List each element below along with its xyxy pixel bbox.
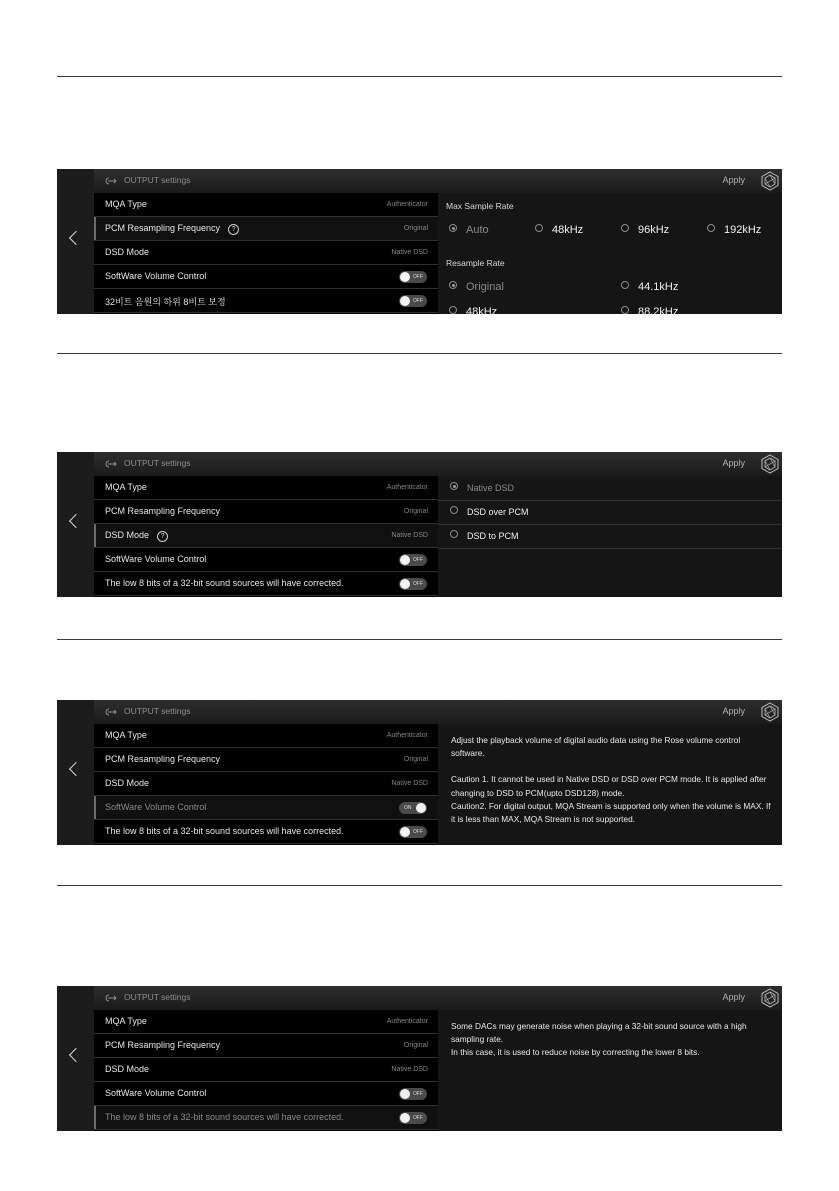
radio-48khz-resample[interactable]: 48kHz — [449, 306, 497, 314]
top-bar — [94, 169, 782, 193]
settings-list — [94, 193, 438, 314]
settings-list — [94, 476, 438, 597]
row-mqa-type[interactable]: MQA Type Authenticator — [94, 476, 438, 500]
row-dsd-mode[interactable]: DSD Mode Native DSD — [94, 241, 438, 265]
radio-88-2khz[interactable]: 88.2kHz — [621, 306, 678, 314]
help-description: Some DACs may generate noise when playing a 32-bit sound source with a high sampling rate. In this case, it is used to reduce noise by correcting the lower 8 bits. — [451, 1021, 747, 1058]
settings-list — [94, 1010, 438, 1131]
dsd-option-row[interactable] — [438, 524, 782, 549]
divider — [57, 885, 782, 886]
row-mqa-type[interactable]: MQA Type Authenticator — [94, 193, 438, 217]
row-mqa-type[interactable]: MQA Type Authenticator — [94, 1010, 438, 1034]
row-pcm-resampling[interactable]: PCM Resampling Frequency Original — [94, 1034, 438, 1058]
apply-button[interactable]: Apply — [722, 458, 745, 468]
row-32bit-correction[interactable]: The low 8 bits of a 32-bit sound sources will have corrected. OFF — [94, 820, 438, 844]
row-pcm-resampling[interactable]: PCM Resampling Frequency Original — [94, 748, 438, 772]
max-sample-rate-title: Max Sample Rate — [446, 201, 514, 211]
back-chevron-icon[interactable] — [69, 231, 83, 245]
output-settings-screen-2 — [57, 452, 782, 597]
help-description: Adjust the playback volume of digital audio data using the Rose volume control software. Caution 1. It cannot be used in Native DSD or DSD over PCM mode. It is applied after changing to DSD to PCM(upto DSD128) mode. Caution2. For digital output, MQA Stream is supported only when the volume is MAX. If it is less than MAX, MQA Stream is not supported. — [451, 735, 771, 825]
rose-logo-icon[interactable] — [760, 988, 780, 1008]
apply-button[interactable]: Apply — [722, 706, 745, 716]
output-settings-screen-4 — [57, 986, 782, 1131]
row-32bit-correction[interactable]: 32비트 음원의 하위 8비트 보정 OFF — [94, 289, 438, 313]
row-pcm-resampling[interactable]: PCM Resampling Frequency ? Original — [94, 217, 438, 241]
row-dsd-mode[interactable]: DSD Mode Native DSD — [94, 772, 438, 796]
apply-button[interactable]: Apply — [722, 175, 745, 185]
radio-48khz[interactable]: 48kHz — [535, 224, 583, 236]
radio-original[interactable]: Original — [449, 281, 504, 293]
32bit-correction-toggle[interactable]: OFF — [399, 826, 427, 838]
row-32bit-correction[interactable]: The low 8 bits of a 32-bit sound sources will have corrected. OFF — [94, 1106, 438, 1130]
software-volume-toggle[interactable]: OFF — [399, 271, 427, 283]
row-dsd-mode[interactable]: DSD Mode Native DSD — [94, 1058, 438, 1082]
apply-button[interactable]: Apply — [722, 992, 745, 1002]
radio-dsd-over-pcm[interactable]: DSD over PCM — [450, 506, 529, 517]
back-chevron-icon[interactable] — [69, 514, 83, 528]
detail-panel — [438, 193, 782, 314]
divider — [57, 639, 782, 640]
detail-panel — [438, 476, 782, 597]
radio-192khz[interactable]: 192kHz — [707, 224, 761, 236]
output-settings-screen-3 — [57, 700, 782, 845]
dsd-option-row[interactable] — [438, 476, 782, 501]
back-chevron-icon[interactable] — [69, 762, 83, 776]
row-32bit-correction[interactable]: The low 8 bits of a 32-bit sound sources will have corrected. OFF — [94, 572, 438, 596]
radio-96khz[interactable]: 96kHz — [621, 224, 669, 236]
software-volume-toggle[interactable]: ON — [399, 802, 427, 814]
software-volume-toggle[interactable]: OFF — [399, 554, 427, 566]
radio-auto[interactable]: Auto — [449, 224, 489, 236]
resample-rate-title: Resample Rate — [446, 258, 505, 268]
output-icon — [105, 708, 117, 716]
window-title: OUTPUT settings — [124, 992, 191, 1002]
32bit-correction-toggle[interactable]: OFF — [399, 295, 427, 307]
rose-logo-icon[interactable] — [760, 454, 780, 474]
detail-panel — [438, 1010, 782, 1131]
row-software-volume[interactable]: SoftWare Volume Control OFF — [94, 548, 438, 572]
row-software-volume[interactable]: SoftWare Volume Control OFF — [94, 265, 438, 289]
32bit-correction-toggle[interactable]: OFF — [399, 1112, 427, 1124]
radio-dsd-to-pcm[interactable]: DSD to PCM — [450, 530, 519, 541]
top-bar — [94, 452, 782, 476]
row-mqa-type[interactable]: MQA Type Authenticator — [94, 724, 438, 748]
settings-list — [94, 724, 438, 845]
radio-native-dsd[interactable]: Native DSD — [450, 482, 514, 493]
row-software-volume[interactable]: SoftWare Volume Control OFF — [94, 1082, 438, 1106]
radio-44-1khz[interactable]: 44.1kHz — [621, 281, 678, 293]
row-dsd-mode[interactable]: DSD Mode ? Native DSD — [94, 524, 438, 548]
output-icon — [105, 460, 117, 468]
output-icon — [105, 994, 117, 1002]
dsd-option-row[interactable] — [438, 500, 782, 525]
window-title: OUTPUT settings — [124, 458, 191, 468]
divider — [57, 76, 782, 77]
row-software-volume[interactable]: SoftWare Volume Control ON — [94, 796, 438, 820]
help-icon[interactable]: ? — [228, 224, 239, 235]
divider — [57, 353, 782, 354]
help-icon[interactable]: ? — [157, 531, 168, 542]
row-pcm-resampling[interactable]: PCM Resampling Frequency Original — [94, 500, 438, 524]
32bit-correction-toggle[interactable]: OFF — [399, 578, 427, 590]
back-chevron-icon[interactable] — [69, 1048, 83, 1062]
window-title: OUTPUT settings — [124, 175, 191, 185]
top-bar — [94, 986, 782, 1010]
rose-logo-icon[interactable] — [760, 702, 780, 722]
output-icon — [105, 177, 117, 185]
rose-logo-icon[interactable] — [760, 171, 780, 191]
software-volume-toggle[interactable]: OFF — [399, 1088, 427, 1100]
top-bar — [94, 700, 782, 724]
output-settings-screen-1 — [57, 169, 782, 314]
window-title: OUTPUT settings — [124, 706, 191, 716]
detail-panel — [438, 724, 782, 845]
